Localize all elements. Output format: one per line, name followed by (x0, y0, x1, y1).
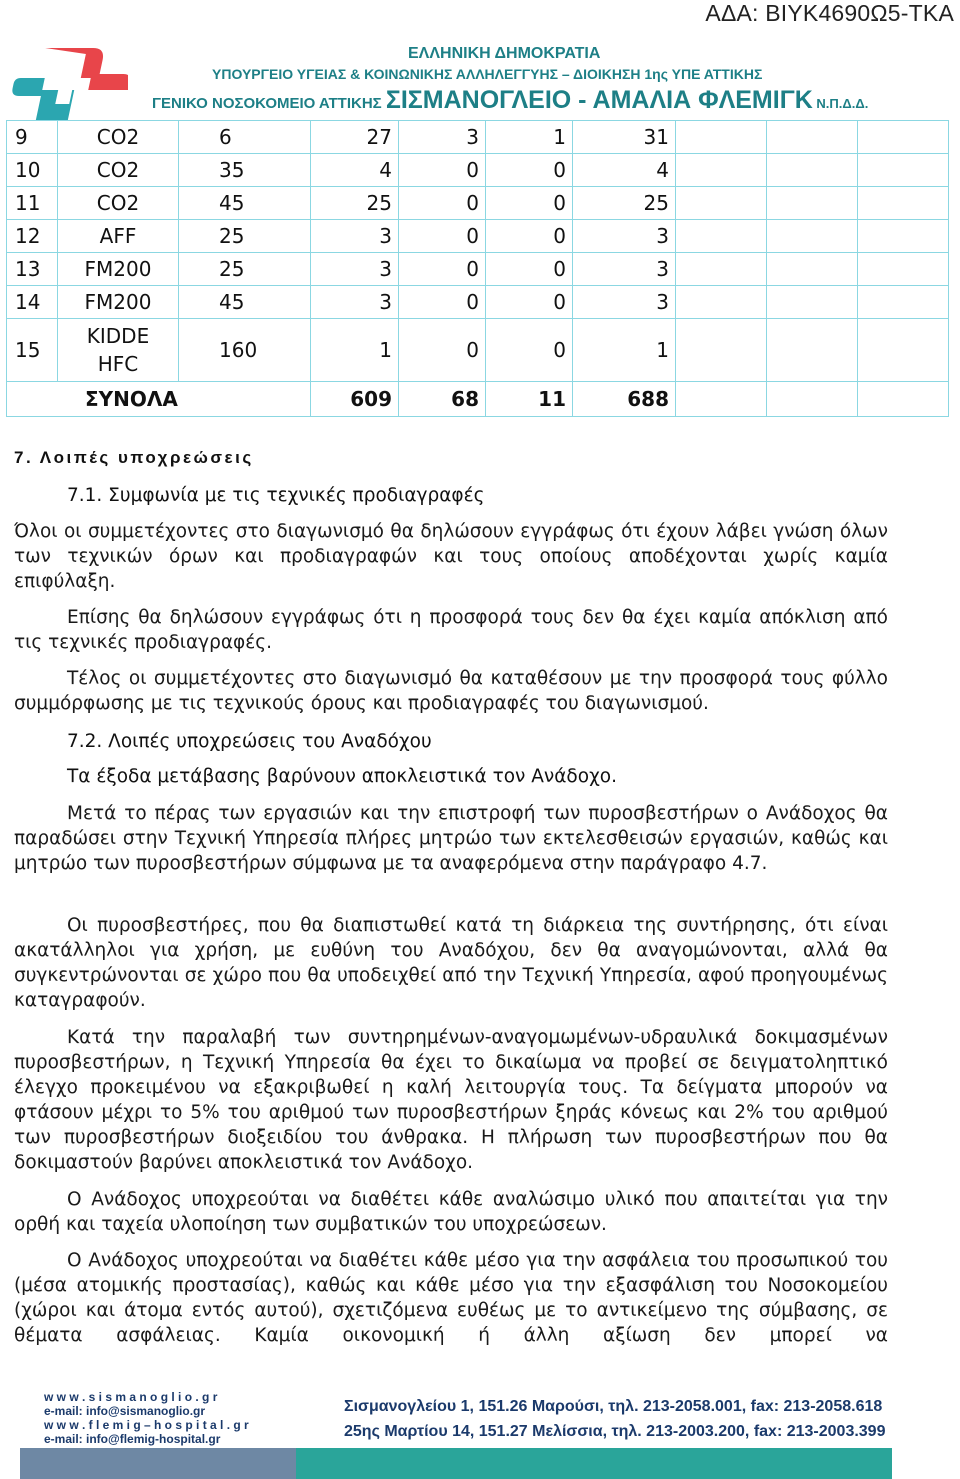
cell-value: 3 (399, 121, 486, 154)
footer-bar-left (20, 1448, 296, 1479)
header-hospital-suffix: Ν.Π.Δ.Δ. (812, 96, 869, 111)
cell-size: 45 (179, 187, 311, 220)
cell-empty (676, 187, 767, 220)
totals-label-text: ΣΥΝΟΛΑ (85, 387, 178, 411)
cell-value: 1 (486, 121, 573, 154)
footer-email-2: e-mail: info@flemig-hospital.gr (44, 1432, 221, 1446)
header-hospital-name: ΣΙΣΜΑΝΟΓΛΕΙΟ - ΑΜΑΛΙΑ ΦΛΕΜΙΓΚ (385, 86, 813, 114)
cell-empty (767, 319, 858, 382)
cell-size: 25 (179, 253, 311, 286)
cell-empty (858, 220, 949, 253)
cell-empty (676, 253, 767, 286)
cell-value: 0 (399, 253, 486, 286)
table-row (7, 286, 949, 319)
cell-empty (767, 253, 858, 286)
paragraph: Τέλος οι συμμετέχοντες στο διαγωνισμό θα καταθέσουν με την προσφορά τους φύλλο συμμόρφωσης με τις τεχνικούς όρους και προδιαγραφές του διαγωνισμού. (14, 668, 888, 714)
cell-empty (676, 382, 767, 417)
cell-type: CO2 (58, 154, 179, 187)
cell-number: 13 (7, 253, 58, 286)
table-row (7, 253, 949, 286)
cell-empty (676, 220, 767, 253)
header-republic: ΕΛΛΗΝΙΚΗ ΔΗΜΟΚΡΑΤΙΑ (408, 45, 601, 62)
cell-size: 6 (179, 121, 311, 154)
cell-empty (676, 319, 767, 382)
cell-empty (858, 319, 949, 382)
cell-empty (767, 220, 858, 253)
cell-total-value: 68 (399, 382, 486, 417)
cell-type: CO2 (58, 187, 179, 220)
cell-value: 27 (311, 121, 399, 154)
cell-value: 0 (399, 187, 486, 220)
cell-value: 0 (486, 253, 573, 286)
cell-total: 3 (573, 286, 676, 319)
subsection-heading-7-1: 7.1. Συμφωνία με τις τεχνικές προδιαγραφές (67, 485, 485, 506)
cell-size: 25 (179, 220, 311, 253)
footer-website-2: w w w . f l e m i g – h o s p i t a l . g r (44, 1418, 249, 1432)
cell-type-line2: HFC (97, 352, 139, 376)
table-row (7, 121, 949, 154)
cell-type: FM200 (58, 253, 179, 286)
cell-number: 9 (7, 121, 58, 154)
cell-empty (767, 187, 858, 220)
table-row (7, 220, 949, 253)
table-row (7, 187, 949, 220)
table-row (7, 154, 949, 187)
paragraph: Μετά το πέρας των εργασιών και την επιστροφή των πυροσβεστήρων ο Ανάδοχος θα παραδώσει στην Τεχνική Υπηρεσία πλήρες μητρώο των εκτελεσθεισών εργασιών, καθώς και μητρώο των πυροσβεστήρων σύμφωνα με τα αναφερόμενα στην παράγραφο 4.7. (14, 803, 888, 874)
paragraph: Κατά την παραλαβή των συντηρημένων-αναγομωμένων-υδραυλικά δοκιμασμένων πυροσβεστήρων, η Τεχνική Υπηρεσία θα έχει το δικαίωμα να προβεί σε δειγματοληπτικό έλεγχο προκειμένου να εξακριβωθεί η καλή λειτουργία τους. Τα δείγματα μπορούν να φτάσουν μέχρι το 5% του αριθμού των πυροσβεστήρων ξηράς κόνεως και 2% του αριθμού των πυροσβεστήρων διοξειδίου του άνθρακα. Η πλήρωση των πυροσβεστήρων που θα δοκιμαστούν βαρύνει αποκλειστικά τον Ανάδοχο. (14, 1027, 888, 1173)
cell-total: 4 (573, 154, 676, 187)
cell-value: 0 (399, 220, 486, 253)
cell-value: 0 (399, 286, 486, 319)
cell-empty (767, 382, 858, 417)
cell-empty (676, 121, 767, 154)
cell-total: 3 (573, 253, 676, 286)
cell-value: 3 (311, 220, 399, 253)
cell-value: 0 (399, 154, 486, 187)
cell-empty (858, 121, 949, 154)
header-hospital-prefix: ΓΕΝΙΚΟ ΝΟΣΟΚΟΜΕΙΟ ΑΤΤΙΚΗΣ (152, 95, 386, 112)
cell-value: 25 (311, 187, 399, 220)
footer-contacts (44, 1390, 249, 1446)
cell-total-value: 11 (486, 382, 573, 417)
cell-empty (676, 286, 767, 319)
paragraph: Ο Ανάδοχος υποχρεούται να διαθέτει κάθε αναλώσιμο υλικό που απαιτείται για την ορθή και ταχεία υλοποίηση των συμβατικών του υποχρεώσεων. (14, 1189, 888, 1235)
cell-value: 0 (486, 220, 573, 253)
cell-number: 15 (7, 319, 58, 382)
cell-total: 25 (573, 187, 676, 220)
cell-grand-total: 688 (573, 382, 676, 417)
cell-empty (858, 154, 949, 187)
cell-empty (767, 286, 858, 319)
cell-empty (767, 121, 858, 154)
cell-type: CO2 (58, 121, 179, 154)
cell-value: 3 (311, 286, 399, 319)
cell-type (58, 319, 179, 382)
cell-type: AFF (58, 220, 179, 253)
cell-type-line1: KIDDE (86, 324, 150, 348)
footer-address-1: Σισμανογλείου 1, 151.26 Μαρούσι, τηλ. 213-2058.001, fax: 213-2058.618 (344, 1398, 883, 1415)
cell-type: FM200 (58, 286, 179, 319)
cell-total: 31 (573, 121, 676, 154)
cell-size: 160 (179, 319, 311, 382)
cell-value: 3 (311, 253, 399, 286)
section-heading: 7. Λοιπές υποχρεώσεις (14, 448, 254, 467)
cell-empty (676, 154, 767, 187)
cell-value: 4 (311, 154, 399, 187)
cell-empty (858, 382, 949, 417)
cell-value: 0 (486, 319, 573, 382)
footer-email-1: e-mail: info@sismanoglio.gr (44, 1404, 206, 1418)
ada-code: ΑΔΑ: ΒΙΥΚ4690Ω5-ΤΚΑ (705, 0, 954, 26)
cell-value: 0 (486, 154, 573, 187)
cell-total: 3 (573, 220, 676, 253)
cell-size: 45 (179, 286, 311, 319)
paragraph: Επίσης θα δηλώσουν εγγράφως ότι η προσφορά τους δεν θα έχει καμία απόκλιση από τις τεχνικές προδιαγραφές. (14, 607, 888, 653)
cell-size: 35 (179, 154, 311, 187)
header-ministry: ΥΠΟΥΡΓΕΙΟ ΥΓΕΙΑΣ & ΚΟΙΝΩΝΙΚΗΣ ΑΛΛΗΛΕΓΓΥΗΣ – ΔΙΟΙΚΗΣΗ 1ης ΥΠΕ ΑΤΤΙΚΗΣ (212, 66, 763, 82)
cell-total-value: 609 (311, 382, 399, 417)
subsection-heading-7-2: 7.2. Λοιπές υποχρεώσεις του Αναδόχου (67, 731, 432, 752)
hospital-logo (8, 44, 128, 122)
cell-number: 14 (7, 286, 58, 319)
cell-empty (858, 187, 949, 220)
cell-empty (858, 253, 949, 286)
paragraph: Ο Ανάδοχος υποχρεούται να διαθέτει κάθε μέσο για την ασφάλεια του προσωπικού του (μέσα ατομικής προστασίας), καθώς και κάθε μέσο για την εξασφάλιση του Νοσοκομείου (χώροι και άτομα εντός αυτού), σχετιζόμενα ευθέως με το αντικείμενο της σύμβασης, σε θέματα ασφάλειας. Καμία οικονομική ή άλλη αξίωση δεν μπορεί να (14, 1250, 888, 1346)
footer-addresses (344, 1394, 885, 1444)
cell-value: 1 (311, 319, 399, 382)
cell-value: 0 (486, 286, 573, 319)
cell-empty (767, 154, 858, 187)
extinguisher-table (6, 120, 949, 417)
cell-value: 0 (486, 187, 573, 220)
footer-website-1: w w w . s i s m a n o g l i o . g r (44, 1390, 218, 1404)
cell-number: 11 (7, 187, 58, 220)
totals-label (7, 382, 311, 417)
paragraph: Όλοι οι συμμετέχοντες στο διαγωνισμό θα δηλώσουν εγγράφως ότι έχουν λάβει γνώση όλων των τεχνικών όρων και προδιαγραφών και τους οποίους αποδέχονται χωρίς καμία επιφύλαξη. (14, 521, 888, 592)
footer-address-2: 25ης Μαρτίου 14, 151.27 Μελίσσια, τηλ. 213-2003.200, fax: 213-2003.399 (344, 1423, 886, 1440)
cell-number: 10 (7, 154, 58, 187)
table-row (7, 319, 949, 382)
cell-number: 12 (7, 220, 58, 253)
paragraph: Τα έξοδα μετάβασης βαρύνουν αποκλειστικά τον Ανάδοχο. (67, 766, 617, 787)
header-hospital (152, 86, 868, 115)
footer-bar-right (296, 1448, 892, 1479)
cell-empty (858, 286, 949, 319)
cell-total: 1 (573, 319, 676, 382)
paragraph: Οι πυροσβεστήρες, που θα διαπιστωθεί κατά τη διάρκεια της συντήρησης, ότι είναι ακατάλληλοι για χρήση, με ευθύνη του Αναδόχου, δεν θα αναγομώνονται, αλλά θα συγκεντρώνονται σε χώρο που θα υποδειχθεί από την Τεχνική Υπηρεσία, αφού προηγουμένως καταγραφούν. (14, 915, 888, 1011)
cell-value: 0 (399, 319, 486, 382)
totals-row (7, 382, 949, 417)
